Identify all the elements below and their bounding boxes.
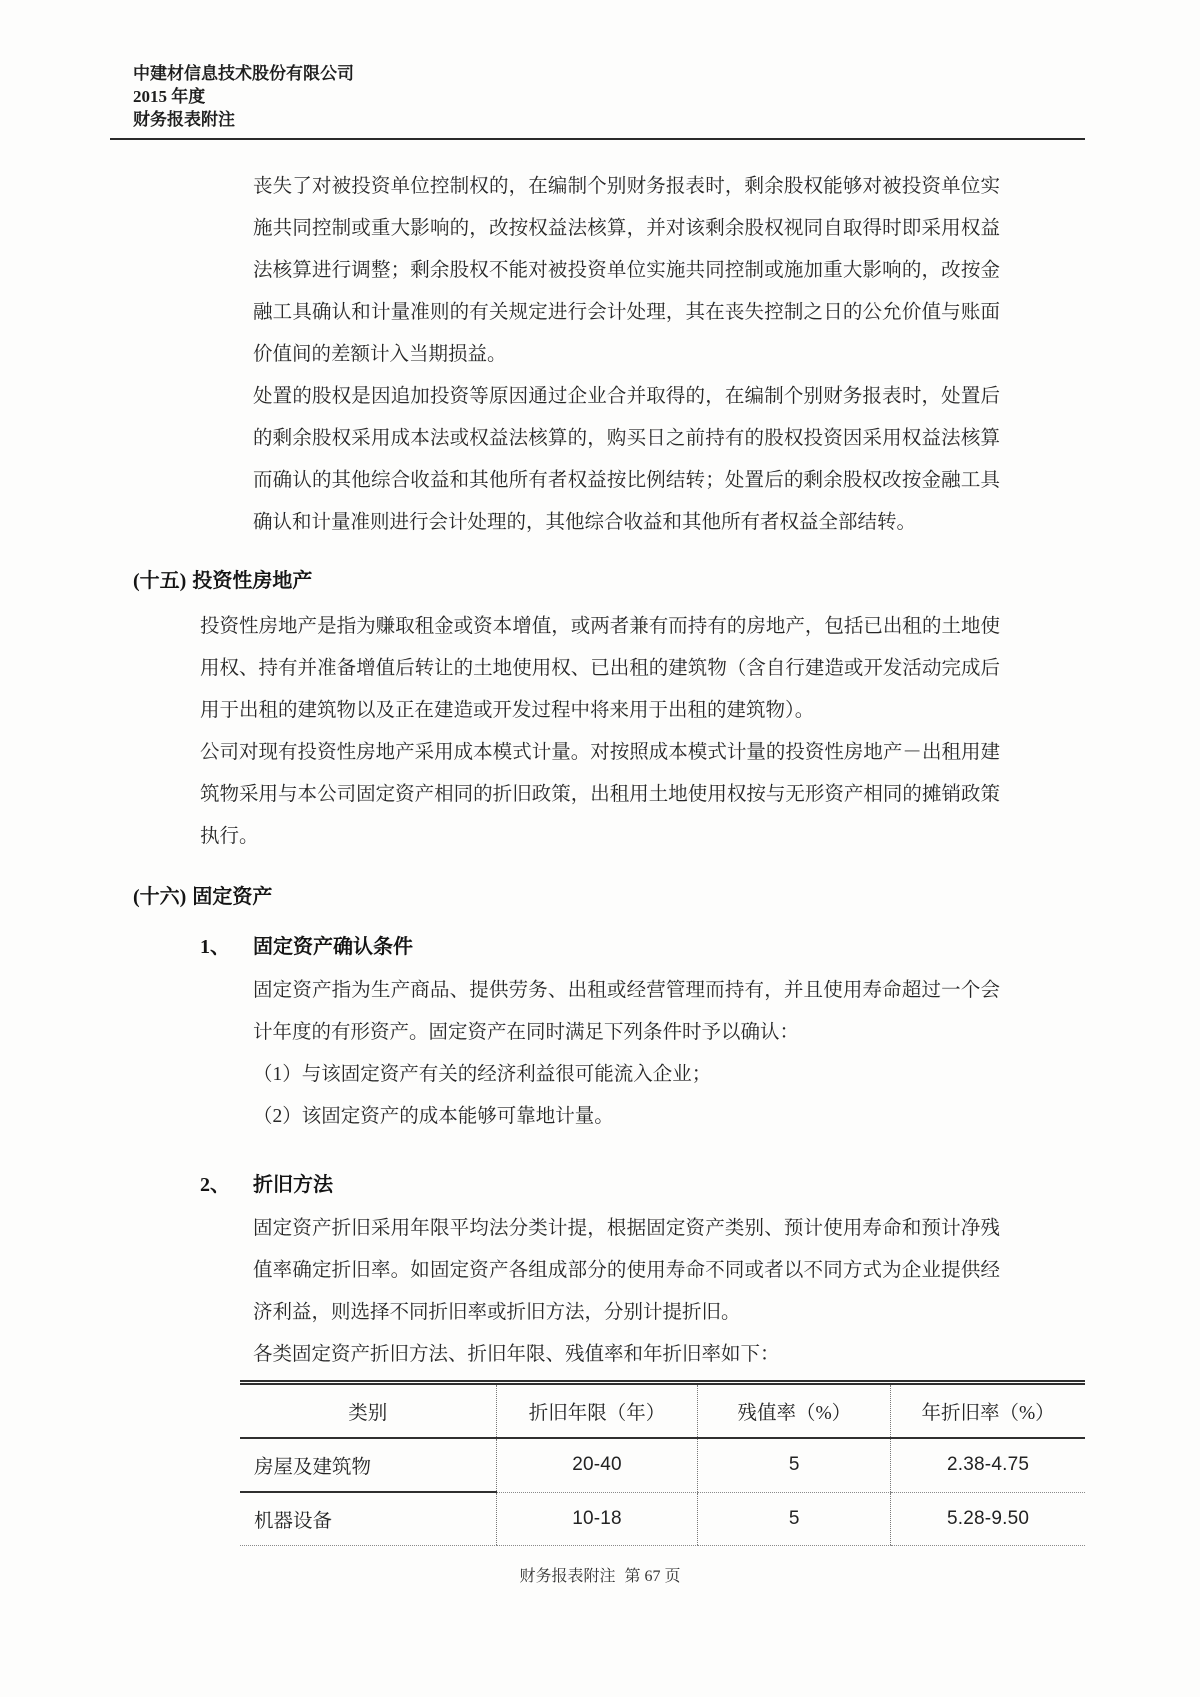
table-row [240,1438,1085,1492]
section-heading [133,876,1085,918]
continuation-paragraph: 处置的股权是因追加投资等原因通过企业合并取得的，在编制个别财务报表时，处置后的剩余股权采用成本法或权益法核算的，购买日之前持有的股权投资因采用权益法核算而确认的其他综合收益和其他所有者权益按比例结转；处置后的剩余股权改按金融工具确认和计量准则进行会计处理的，其他综合收益和其他所有者权益全部结转。 [253,386,1000,533]
section-fixed-assets [110,876,1085,1546]
subsection-paragraph: （2）该固定资产的成本能够可靠地计量。 [253,1106,614,1127]
depreciation-table [240,1380,1085,1546]
section-number: (十六) [133,886,187,908]
section-title: 固定资产 [192,886,273,908]
subsection-heading [200,1164,1085,1206]
section-investment-property [110,560,1085,858]
table-cell-category: 机器设备 [240,1492,496,1546]
subsection-title: 固定资产确认条件 [253,936,413,958]
table-intro-line: 各类固定资产折旧方法、折旧年限、残值率和年折旧率如下： [253,1344,780,1365]
table-row [240,1492,1085,1546]
table-header-row [240,1383,1085,1439]
subsection-depreciation-method [110,1164,1085,1546]
table-cell-category: 房屋及建筑物 [240,1438,496,1492]
subsection-paragraph: 固定资产折旧采用年限平均法分类计提，根据固定资产类别、预计使用寿命和预计净残值率确定折旧率。如固定资产各组成部分的使用寿命不同或者以不同方式为企业提供经济利益，则选择不同折旧率或折旧方法，分别计提折旧。 [253,1218,1000,1323]
footer-page-number: 第 67 页 [624,1568,681,1585]
footer-doc-label: 财务报表附注 [519,1568,616,1585]
section-body [200,606,1000,858]
subsection-paragraph: 固定资产指为生产商品、提供劳务、出租或经营管理而持有，并且使用寿命超过一个会计年度的有形资产。固定资产在同时满足下列条件时予以确认： [253,980,1000,1043]
table-cell-residual: 5 [698,1492,891,1546]
table-cell-life: 20-40 [496,1438,698,1492]
subsection-title: 折旧方法 [253,1174,333,1196]
table-header-depreciation-life: 折旧年限（年） [496,1383,698,1439]
table-header-annual-rate: 年折旧率（%） [891,1383,1085,1439]
continuation-paragraph: 丧失了对被投资单位控制权的，在编制个别财务报表时，剩余股权能够对被投资单位实施共同控制或重大影响的，改按权益法核算，并对该剩余股权视同自取得时即采用权益法核算进行调整；剩余股权不能对被投资单位实施共同控制或施加重大影响的，改按金融工具确认和计量准则的有关规定进行会计处理，其在丧失控制之日的公允价值与账面价值间的差额计入当期损益。 [253,176,1000,365]
table-cell-annual-rate: 5.28-9.50 [891,1492,1085,1546]
page-footer [0,1563,1200,1586]
subsection-paragraph: （1）与该固定资产有关的经济利益很可能流入企业； [253,1064,712,1085]
company-name: 中建材信息技术股份有限公司 [133,64,354,83]
document-title: 财务报表附注 [133,110,235,129]
continuation-block [253,166,1000,544]
section-paragraph: 公司对现有投资性房地产采用成本模式计量。对按照成本模式计量的投资性房地产－出租用建筑物采用与本公司固定资产相同的折旧政策，出租用土地使用权按与无形资产相同的摊销政策执行。 [200,742,1000,847]
subsection-body [253,970,1000,1138]
subsection-recognition-criteria [110,926,1085,1138]
section-number: (十五) [133,570,187,592]
subsection-heading [200,926,1085,968]
table-header-residual-rate: 残值率（%） [698,1383,891,1439]
section-paragraph: 投资性房地产是指为赚取租金或资本增值，或两者兼有而持有的房地产，包括已出租的土地使用权、持有并准备增值后转让的土地使用权、已出租的建筑物（含自行建造或开发活动完成后用于出租的建筑物以及正在建造或开发过程中将来用于出租的建筑物）。 [200,616,1000,721]
document-header [133,62,1085,131]
section-heading [133,560,1085,602]
table-cell-annual-rate: 2.38-4.75 [891,1438,1085,1492]
subsection-body [253,1208,1000,1376]
table-cell-life: 10-18 [496,1492,698,1546]
subsection-number: 2、 [200,1174,230,1196]
fiscal-year: 2015 年度 [133,87,206,106]
subsection-number: 1、 [200,936,230,958]
section-title: 投资性房地产 [192,570,313,592]
header-divider [110,138,1085,140]
table-cell-residual: 5 [698,1438,891,1492]
table-header-category: 类别 [240,1383,496,1439]
